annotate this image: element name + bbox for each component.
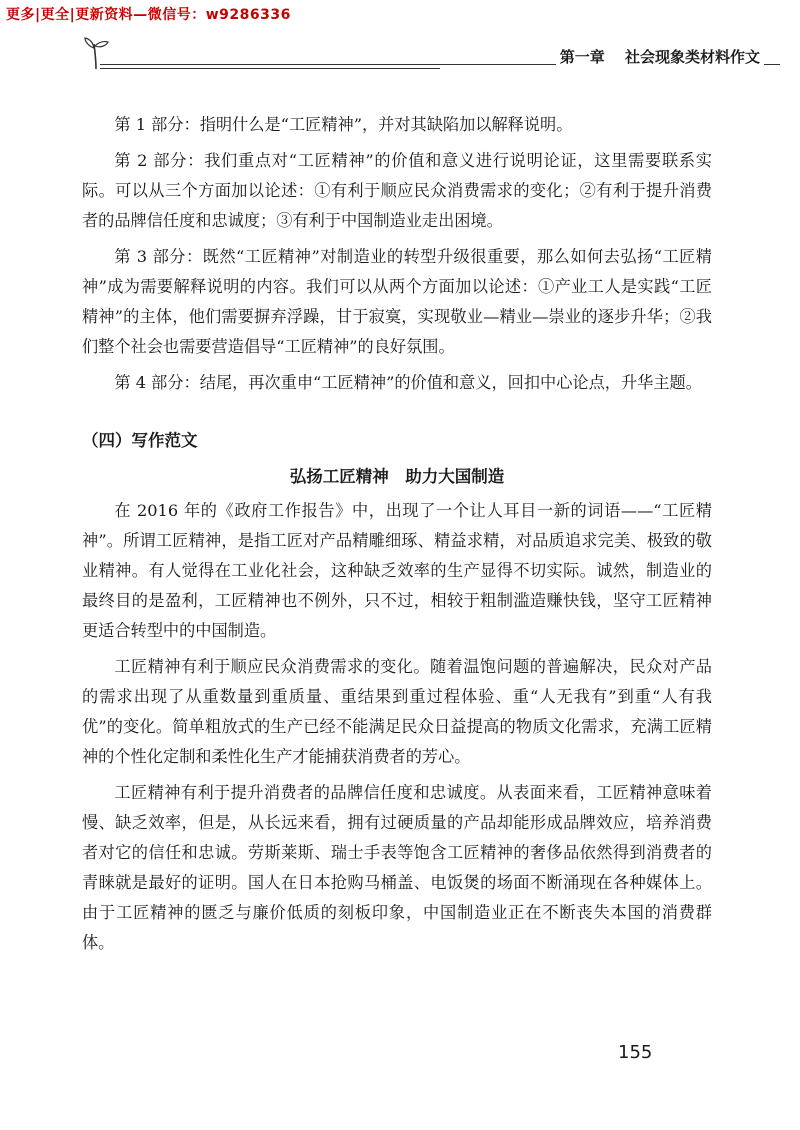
plan-part-4: 第 4 部分：结尾，再次重申“工匠精神”的价值和意义，回扣中心论点，升华主题。 xyxy=(114,373,702,392)
section-heading: （四）写作范文 xyxy=(82,431,198,450)
running-header xyxy=(556,46,764,67)
essay-paragraph-1: 在 2016 年的《政府工作报告》中，出现了一个让人耳目一新的词语——“工匠精神”。所谓工匠精神，是指工匠对产品精雕细琢、精益求精，对品质追求完美、极致的敬业精神。有人觉得在工业化社会，这种缺乏效率的生产显得不切实际。诚然，制造业的最终目的是盈利，工匠精神也不例外，只不过，相较于粗制滥造赚快钱，坚守工匠精神更适合转型中的中国制造。 xyxy=(82,501,712,640)
page-body xyxy=(82,110,712,964)
essay-title: 弘扬工匠精神 助力大国制造 xyxy=(289,467,505,486)
essay-paragraph-3: 工匠精神有利于提升消费者的品牌信任度和忠诚度。从表面来看，工匠精神意味着慢、缺乏效率，但是，从长远来看，拥有过硬质量的产品却能形成品牌效应，培养消费者对它的信任和忠诚。劳斯莱斯、瑞士手表等饱含工匠精神的奢侈品依然得到消费者的青睐就是最好的证明。国人在日本抢购马桶盖、电饭煲的场面不断涌现在各种媒体上。由于工匠精神的匮乏与廉价低质的刻板印象，中国制造业正在不断丧失本国的消费群体。 xyxy=(82,783,712,952)
chapter-label: 第一章 xyxy=(559,48,605,66)
plan-part-2: 第 2 部分：我们重点对“工匠精神”的价值和意义进行说明论证，这里需要联系实际。可以从三个方面加以论述：①有利于顺应民众消费需求的变化；②有利于提升消费者的品牌信任度和忠诚度；③有利于中国制造业走出困境。 xyxy=(82,151,712,230)
plan-part-3: 第 3 部分：既然“工匠精神”对制造业的转型升级很重要，那么如何去弘扬“工匠精神”成为需要解释说明的内容。我们可以从两个方面加以论述：①产业工人是实践“工匠精神”的主体，他们需要摒弃浮躁，甘于寂寞，实现敬业—精业—崇业的逐步升华；②我们整个社会也需要营造倡导“工匠精神”的良好氛围。 xyxy=(82,247,712,356)
header-rule-secondary xyxy=(100,68,440,69)
watermark-banner: 更多|更全|更新资料—微信号：w9286336 xyxy=(6,7,291,23)
page-number: 155 xyxy=(618,1042,653,1063)
plan-part-1: 第 1 部分：指明什么是“工匠精神”，并对其缺陷加以解释说明。 xyxy=(114,115,573,134)
essay-paragraph-2: 工匠精神有利于顺应民众消费需求的变化。随着温饱问题的普遍解决，民众对产品的需求出现了从重数量到重质量、重结果到重过程体验、重“人无我有”到重“人有我优”的变化。简单粗放式的生产已经不能满足民众日益提高的物质文化需求，充满工匠精神的个性化定制和柔性化生产才能捕获消费者的芳心。 xyxy=(82,657,712,766)
chapter-title: 社会现象类材料作文 xyxy=(624,48,760,66)
